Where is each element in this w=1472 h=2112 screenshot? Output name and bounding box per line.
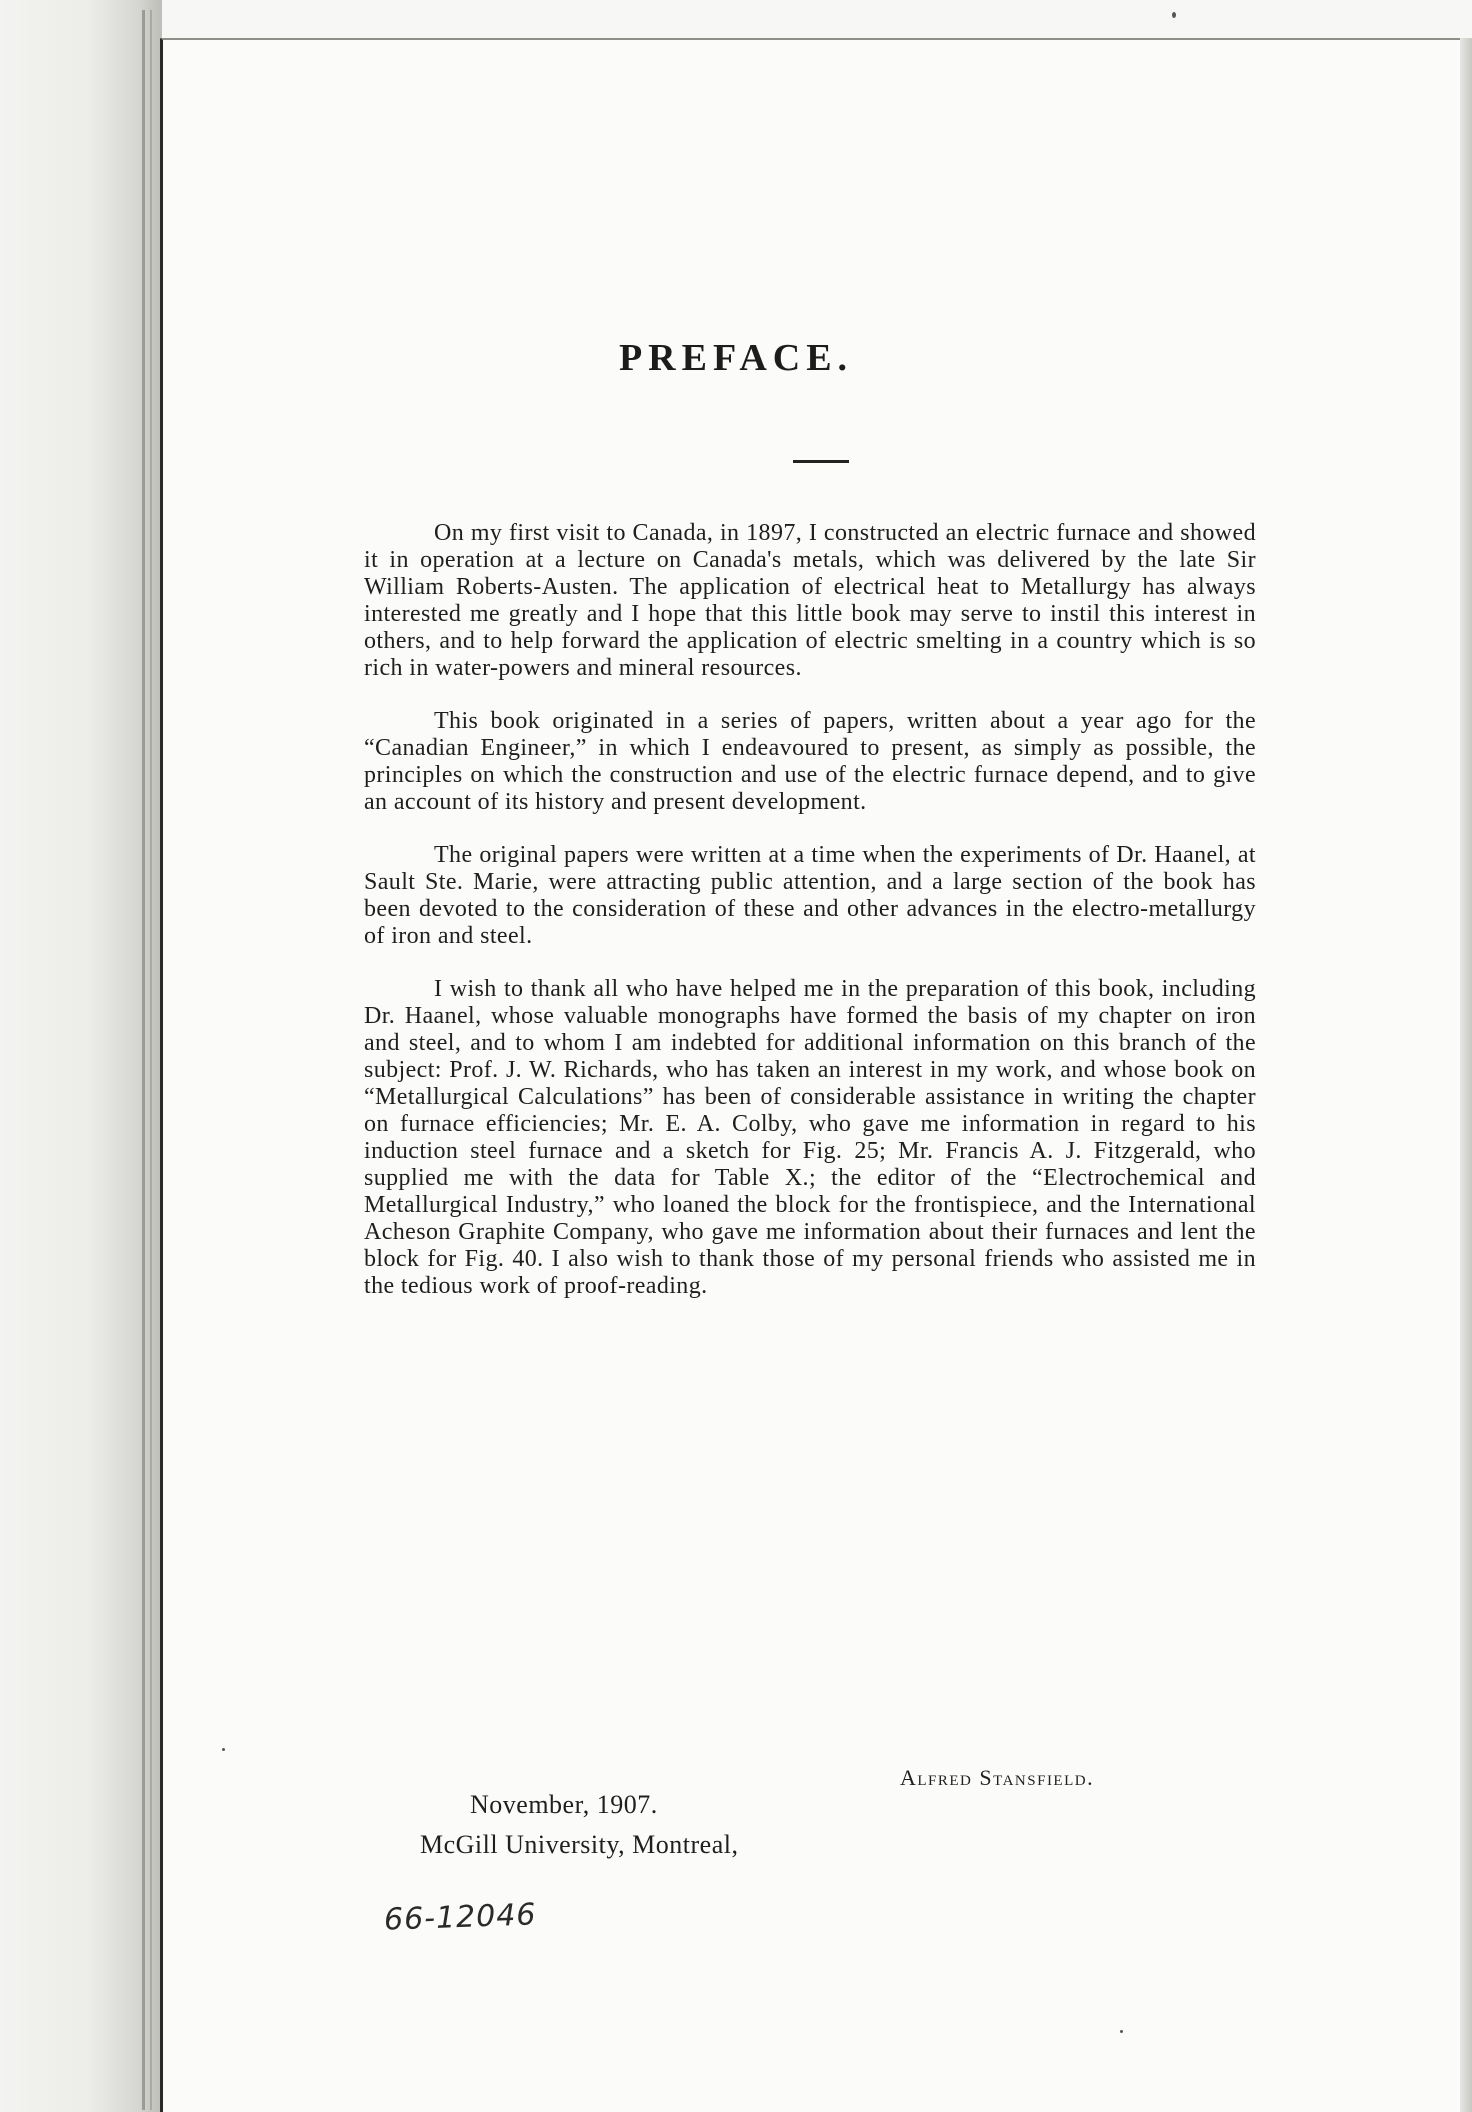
handwritten-note: 66-12046 bbox=[383, 1897, 538, 1938]
binding-edge bbox=[142, 10, 145, 2110]
paragraph-2: This book originated in a series of papers, written about a year ago for the “Canadian Engineer,” in which I endeavoured to present, as simply as possible, the principles on which the construction and use of the electric furnace depend, and to give an account of its history and present development. bbox=[364, 708, 1256, 815]
paragraph-4: I wish to thank all who have helped me in the preparation of this book, including Dr. Haanel, whose valuable monographs have formed the basis of my chapter on iron and steel, and to whom I am indebted for additional information on this branch of the subject: Prof. J. W. Richards, who has taken an interest in my work, and whose book on “Metallurgical Calculations” has been of considerable assistance in writing the chapter on furnace efficiencies; Mr. E. A. Colby, who gave me information in regard to his induction steel furnace and a sketch for Fig. 25; Mr. Francis A. J. Fitzgerald, who supplied me with the data for Table X.; the editor of the “Electrochemical and Metallurgical Industry,” who loaned the block for the frontispiece, and the International Acheson Graphite Company, who gave me information about their furnaces and lent the block for Fig. 40. I also wish to thank those of my personal friends who assisted me in the tedious work of proof-reading. bbox=[364, 976, 1256, 1299]
paper-speck bbox=[222, 1748, 225, 1751]
book-gutter bbox=[0, 0, 162, 2112]
place-line: McGill University, Montreal, bbox=[420, 1830, 739, 1859]
paragraph-3: The original papers were written at a time when the experiments of Dr. Haanel, at Sault Ste. Marie, were attracting public attention, and a large section of the book has been devoted to the consideration of these and other advances in the electro-metallurgy of iron and steel. bbox=[364, 842, 1256, 949]
author-signature: Alfred Stansfield. bbox=[900, 1765, 1095, 1790]
paper-speck bbox=[1172, 12, 1176, 18]
paper-speck bbox=[1120, 2030, 1123, 2033]
date-line: November, 1907. bbox=[470, 1790, 658, 1819]
preface-body bbox=[364, 520, 1256, 1326]
title-rule bbox=[793, 460, 849, 463]
page-title: PREFACE. bbox=[618, 337, 854, 379]
binding-edge-inner bbox=[150, 10, 152, 2110]
paragraph-1: On my first visit to Canada, in 1897, I constructed an electric furnace and showed it in operation at a lecture on Canada's metals, which was delivered by the late Sir William Roberts-Austen. The application of electrical heat to Metallurgy has always interested me greatly and I hope that this little book may serve to instil this interest in others, and to help forward the application of electric smelting in a country which is so rich in water-powers and mineral resources. bbox=[364, 520, 1256, 681]
